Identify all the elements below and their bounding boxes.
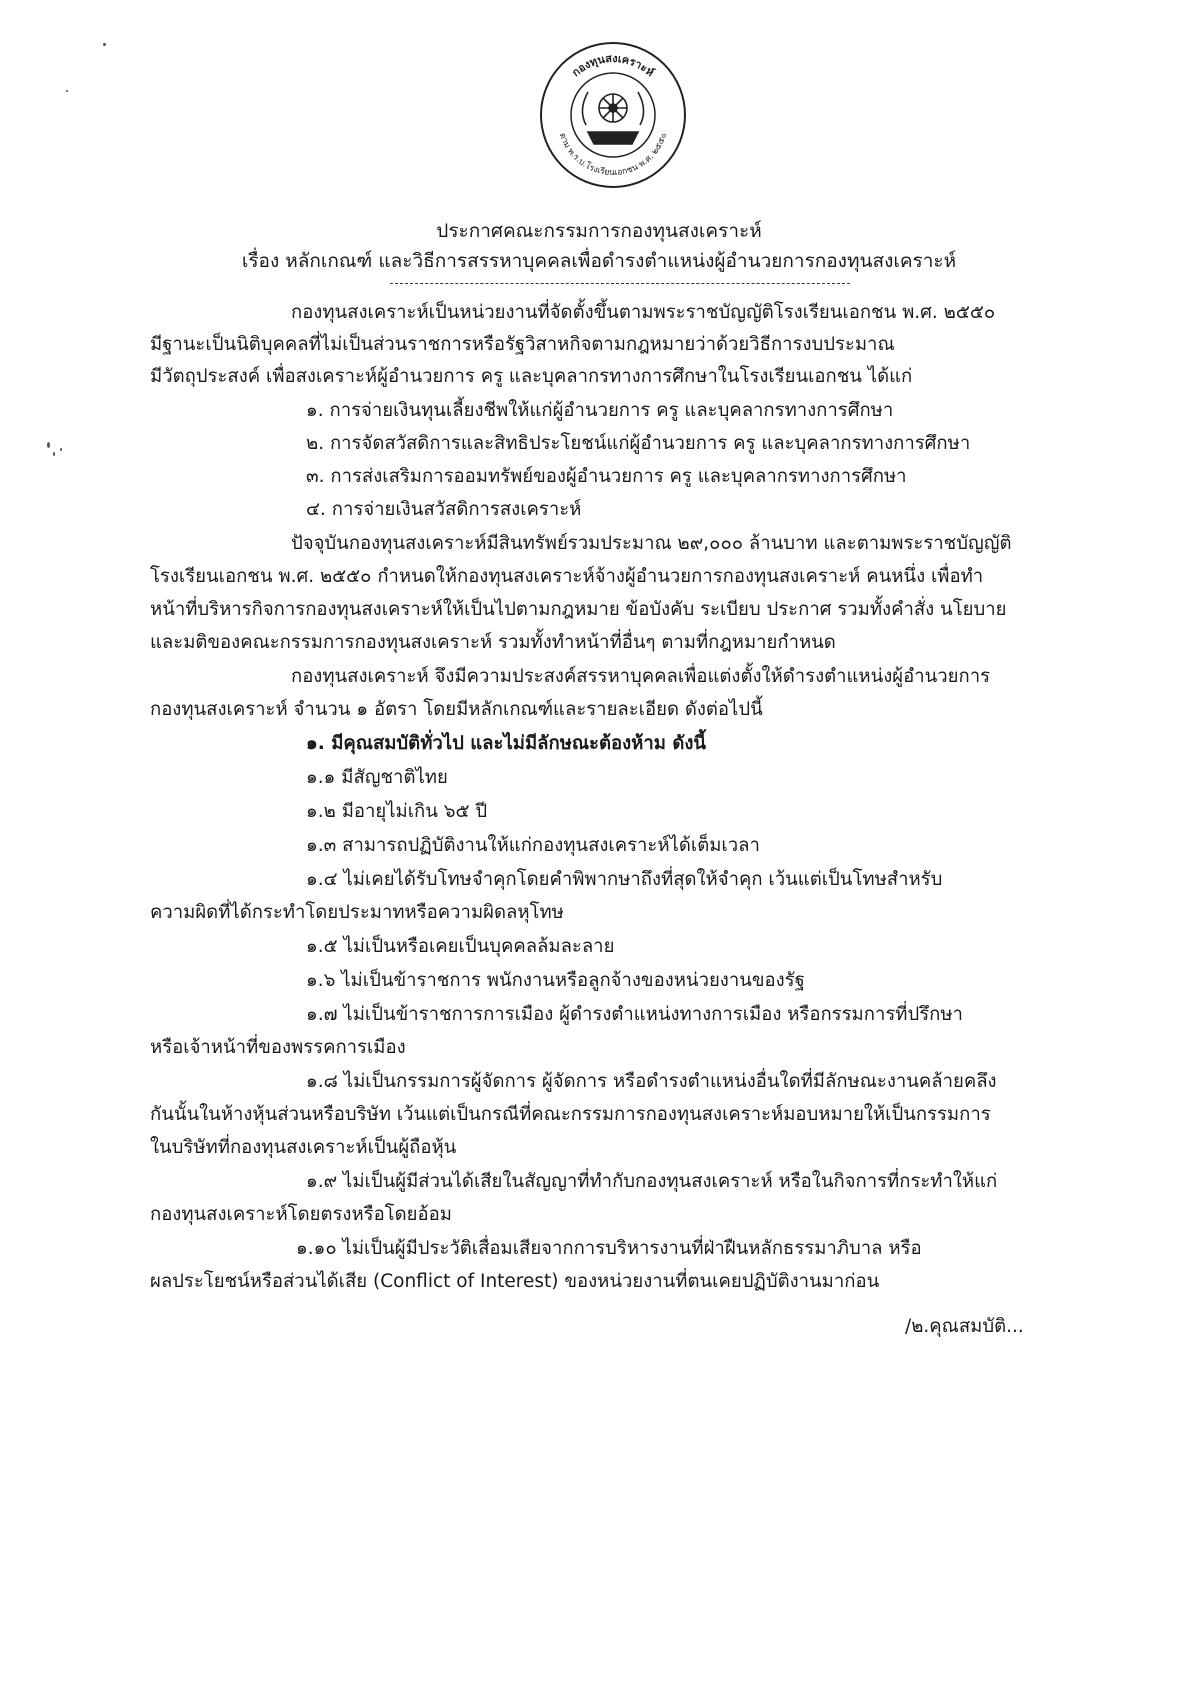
qualification-item: ๑.๑๐ ไม่เป็นผู้มีประวัติเสื่อมเสียจากการบริหารงานที่ฝ่าฝืนหลักธรรมาภิบาล หรือ — [296, 1238, 922, 1259]
section-heading: ๑. มีคุณสมบัติทั่วไป และไม่มีลักษณะต้องห้าม ดังนี้ — [306, 733, 707, 754]
list-item: ๓. การส่งเสริมการออมทรัพย์ของผู้อำนวยการ ครู และบุคลากรทางการศึกษา — [306, 466, 907, 487]
paragraph-line: หน้าที่บริหารกิจการกองทุนสงเคราะห์ให้เป็นไปตามกฎหมาย ข้อบังคับ ระเบียบ ประกาศ รวมทั้งคำสั่ง นโยบาย — [150, 599, 1007, 620]
qualification-item-cont: หรือเจ้าหน้าที่ของพรรคการเมือง — [150, 1037, 406, 1058]
paragraph-line: มีฐานะเป็นนิติบุคคลที่ไม่เป็นส่วนราชการหรือรัฐวิสาหกิจตามกฎหมายว่าด้วยวิธีการงบประมาณ — [150, 334, 895, 355]
scan-speck — [47, 442, 50, 448]
paragraph-line: และมติของคณะกรรมการกองทุนสงเคราะห์ รวมทั้งทำหน้าที่อื่นๆ ตามที่กฎหมายกำหนด — [150, 632, 836, 653]
paragraph-line: กองทุนสงเคราะห์เป็นหน่วยงานที่จัดตั้งขึ้นตามพระราชบัญญัติโรงเรียนเอกชน พ.ศ. ๒๕๕๐ — [291, 302, 996, 323]
qualification-item: ๑.๓ สามารถปฏิบัติงานให้แก่กองทุนสงเคราะห์ได้เต็มเวลา — [306, 835, 760, 856]
seal-bottom-text: ตาม พ.ร.บ.โรงเรียนเอกชน พ.ศ. ๒๕๕๐ — [556, 131, 670, 179]
list-item: ๒. การจัดสวัสดิการและสิทธิประโยชน์แก่ผู้อำนวยการ ครู และบุคลากรทางการศึกษา — [306, 433, 971, 454]
qualification-item-cont: กันนั้นในห้างหุ้นส่วนหรือบริษัท เว้นแต่เป็นกรณีที่คณะกรรมการกองทุนสงเคราะห์มอบหมายให้เป็นกรรมการ — [150, 1104, 991, 1125]
continuation-marker: /๒.คุณสมบัติ... — [905, 1316, 1024, 1337]
qualification-item-cont: กองทุนสงเคราะห์โดยตรงหรือโดยอ้อม — [150, 1204, 452, 1225]
qualification-item: ๑.๙ ไม่เป็นผู้มีส่วนได้เสียในสัญญาที่ทำกับกองทุนสงเคราะห์ หรือในกิจการที่กระทำให้แก่ — [306, 1171, 998, 1192]
fund-seal-logo — [538, 40, 688, 190]
qualification-item: ๑.๗ ไม่เป็นข้าราชการการเมือง ผู้ดำรงตำแหน่งทางการเมือง หรือกรรมการที่ปรึกษา — [306, 1004, 963, 1025]
qualification-item: ๑.๒ มีอายุไม่เกิน ๖๕ ปี — [306, 801, 488, 822]
scan-speck — [53, 452, 55, 456]
announcement-title: ประกาศคณะกรรมการกองทุนสงเคราะห์ — [436, 220, 762, 242]
qualification-item-cont: ความผิดที่ได้กระทำโดยประมาทหรือความผิดลหุโทษ — [150, 902, 564, 923]
qualification-item: ๑.๕ ไม่เป็นหรือเคยเป็นบุคคลล้มละลาย — [306, 936, 615, 957]
paragraph-line: กองทุนสงเคราะห์ จึงมีความประสงค์สรรหาบุคคลเพื่อแต่งตั้งให้ดำรงตำแหน่งผู้อำนวยการ — [291, 666, 991, 687]
scan-speck — [103, 43, 106, 46]
qualification-item: ๑.๘ ไม่เป็นกรรมการผู้จัดการ ผู้จัดการ หรือดำรงตำแหน่งอื่นใดที่มีลักษณะงานคล้ายคลึง — [306, 1071, 997, 1092]
qualification-item: ๑.๑ มีสัญชาติไทย — [306, 767, 448, 788]
list-item: ๑. การจ่ายเงินทุนเลี้ยงชีพให้แก่ผู้อำนวยการ ครู และบุคลากรทางการศึกษา — [306, 400, 894, 421]
announcement-subject: เรื่อง หลักเกณฑ์ และวิธีการสรรหาบุคคลเพื่อดำรงตำแหน่งผู้อำนวยการกองทุนสงเคราะห์ — [241, 250, 957, 272]
qualification-item-cont: ผลประโยชน์หรือส่วนได้เสีย (Conflict of Interest) ของหน่วยงานที่ตนเคยปฏิบัติงานมาก่อน — [150, 1271, 880, 1292]
svg-text:กองทุนสงเคราะห์ — [569, 52, 656, 79]
title-divider — [390, 283, 850, 284]
qualification-item: ๑.๖ ไม่เป็นข้าราชการ พนักงานหรือลูกจ้างของหน่วยงานของรัฐ — [306, 970, 805, 991]
paragraph-line: กองทุนสงเคราะห์ จำนวน ๑ อัตรา โดยมีหลักเกณฑ์และรายละเอียด ดังต่อไปนี้ — [150, 699, 763, 720]
paragraph-line: โรงเรียนเอกชน พ.ศ. ๒๕๕๐ กำหนดให้กองทุนสงเคราะห์จ้างผู้อำนวยการกองทุนสงเคราะห์ คนหนึ่ง เพื่อทำ — [150, 566, 984, 587]
seal-top-text: กองทุนสงเคราะห์ — [569, 51, 657, 80]
list-item: ๔. การจ่ายเงินสวัสดิการสงเคราะห์ — [306, 499, 582, 520]
paragraph-line: ปัจจุบันกองทุนสงเคราะห์มีสินทรัพย์รวมประมาณ ๒๙,๐๐๐ ล้านบาท และตามพระราชบัญญัติ — [291, 533, 1012, 554]
scan-speck — [66, 90, 68, 92]
qualification-item: ๑.๔ ไม่เคยได้รับโทษจำคุกโดยคำพิพากษาถึงที่สุดให้จำคุก เว้นแต่เป็นโทษสำหรับ — [306, 869, 943, 890]
paragraph-line: มีวัตถุประสงค์ เพื่อสงเคราะห์ผู้อำนวยการ ครู และบุคลากรทางการศึกษาในโรงเรียนเอกชน ได้แก่ — [150, 366, 913, 387]
qualification-item-cont: ในบริษัทที่กองทุนสงเคราะห์เป็นผู้ถือหุ้น — [150, 1137, 457, 1158]
scan-speck — [60, 448, 62, 451]
